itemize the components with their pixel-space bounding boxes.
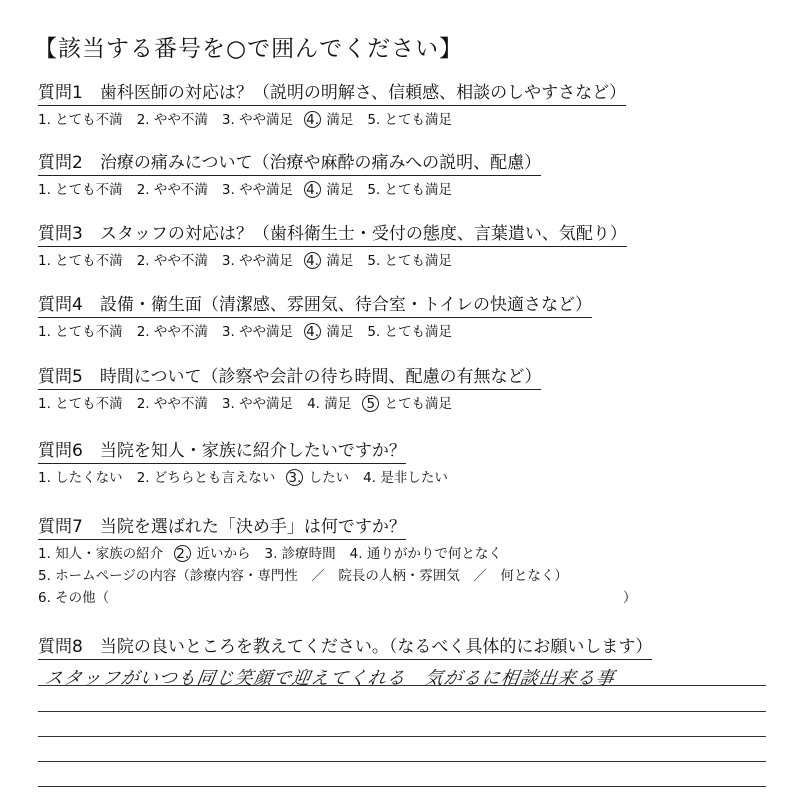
option-label: 満足 <box>324 396 352 412</box>
option-selected[interactable] <box>177 544 250 564</box>
option-number: 3. <box>264 546 278 562</box>
option-label: 満足 <box>326 324 354 340</box>
option-number: 5. <box>367 324 381 340</box>
other-label: 6. その他（ <box>38 590 110 606</box>
answer-line <box>38 711 766 712</box>
option-number: 3. <box>286 469 303 486</box>
option[interactable] <box>38 180 123 200</box>
option[interactable] <box>367 110 452 130</box>
option-selected[interactable] <box>365 394 452 414</box>
option-label: やや満足 <box>239 253 294 269</box>
option-number: 4. <box>304 181 321 198</box>
option-label: したくない <box>55 470 123 486</box>
options-row <box>38 468 688 488</box>
option[interactable] <box>38 544 163 564</box>
option-label: どちらとも言えない <box>153 470 276 486</box>
option-selected[interactable] <box>289 468 349 488</box>
option-label: 満足 <box>326 182 354 198</box>
answer-line <box>38 685 766 686</box>
options-row <box>38 180 688 200</box>
option-selected[interactable] <box>307 251 353 271</box>
option[interactable] <box>264 544 335 564</box>
option[interactable] <box>307 394 351 414</box>
option-label: とても満足 <box>384 324 453 340</box>
option-number: 4. <box>304 252 321 269</box>
option-label: 是非したい <box>380 470 448 486</box>
option-label: やや満足 <box>239 182 294 198</box>
option-selected[interactable] <box>307 110 353 130</box>
question-heading: 質問8 当院の良いところを教えてください。（なるべく具体的にお願いします） <box>38 636 652 660</box>
option-number: 4. <box>363 470 377 486</box>
option[interactable] <box>38 468 123 488</box>
option-number: 2. <box>136 470 150 486</box>
other-row <box>38 588 638 608</box>
option[interactable] <box>38 110 123 130</box>
question-5 <box>38 366 688 414</box>
option-label: とても不満 <box>55 112 123 128</box>
option[interactable] <box>137 251 208 271</box>
option-label: やや満足 <box>239 396 294 412</box>
option-label: とても不満 <box>55 182 123 198</box>
option-label: 満足 <box>326 112 354 128</box>
option-label: とても不満 <box>55 396 123 412</box>
option-number: 2. <box>136 396 150 412</box>
option-label: とても満足 <box>384 182 453 198</box>
option[interactable] <box>367 322 452 342</box>
question-heading: 質問5 時間について（診察や会計の待ち時間、配慮の有無など） <box>38 366 541 390</box>
option-label: 満足 <box>326 253 354 269</box>
option-label: 通りがかりで何となく <box>366 546 502 562</box>
option-number: 1. <box>38 470 51 486</box>
option-number: 3. <box>221 396 235 412</box>
question-heading: 質問6 当院を知人・家族に紹介したいですか？ <box>38 440 406 464</box>
option-label: 診療時間 <box>281 546 336 562</box>
option-label: とても不満 <box>55 324 123 340</box>
option[interactable] <box>137 322 208 342</box>
option[interactable] <box>38 322 123 342</box>
option-number: 2. <box>136 182 150 198</box>
option-label: やや不満 <box>153 253 208 269</box>
option[interactable] <box>350 544 502 564</box>
option-number: 5. <box>367 253 381 269</box>
handwritten-answer: スタッフがいつも同じ笑顔で迎えてくれる 気がるに相談出来る事 <box>43 668 617 689</box>
question-heading: 質問7 当院を選ばれた「決め手」は何ですか？ <box>38 516 406 540</box>
option-label: やや満足 <box>239 324 294 340</box>
option[interactable] <box>222 110 293 130</box>
question-heading: 質問2 治療の痛みについて（治療や麻酔の痛みへの説明、配慮） <box>38 152 541 176</box>
option-label: 知人・家族の紹介 <box>55 546 164 562</box>
options-row <box>38 394 688 414</box>
question-heading: 質問3 スタッフの対応は？（歯科衛生士・受付の態度、言葉遣い、気配り） <box>38 223 627 247</box>
option-number: 4. <box>307 396 320 412</box>
options-row <box>38 322 688 342</box>
question-8 <box>38 636 768 660</box>
options-row <box>38 544 688 564</box>
option-label: やや不満 <box>153 182 208 198</box>
option-number: 2. <box>136 253 150 269</box>
options-row <box>38 110 688 130</box>
question-3 <box>38 223 688 271</box>
option-number: 2. <box>136 112 150 128</box>
question-7 <box>38 516 688 608</box>
option[interactable] <box>367 180 452 200</box>
option-number: 4. <box>349 546 363 562</box>
option-number: 4. <box>304 111 321 128</box>
option-label: とても満足 <box>384 396 453 412</box>
option[interactable] <box>137 394 208 414</box>
answer-line <box>38 736 766 737</box>
option-number: 1. <box>38 396 51 412</box>
option-number: 3. <box>221 253 235 269</box>
option[interactable] <box>137 180 208 200</box>
options-row <box>38 251 688 271</box>
option[interactable] <box>137 468 276 488</box>
option-label: やや不満 <box>153 324 208 340</box>
option[interactable] <box>38 394 123 414</box>
question-4 <box>38 294 688 342</box>
option-number: 3. <box>221 182 235 198</box>
page-title: 【該当する番号を○で囲んでください】 <box>34 36 464 62</box>
option[interactable] <box>222 180 293 200</box>
option-selected[interactable] <box>307 322 353 342</box>
option-number: 3. <box>221 324 235 340</box>
option-label: とても満足 <box>384 253 453 269</box>
answer-line <box>38 761 766 762</box>
option-number: 4. <box>304 323 321 340</box>
option[interactable] <box>363 468 448 488</box>
option-number: 1. <box>38 182 51 198</box>
option[interactable] <box>222 322 293 342</box>
option-number: 1. <box>38 324 51 340</box>
option-number: 1. <box>38 112 51 128</box>
option-label: やや不満 <box>153 112 208 128</box>
question-2 <box>38 152 688 200</box>
question-6 <box>38 440 688 488</box>
question-heading: 質問4 設備・衛生面（清潔感、雰囲気、待合室・トイレの快適さなど） <box>38 294 592 318</box>
option[interactable] <box>222 394 293 414</box>
option-number: 2. <box>136 324 150 340</box>
option[interactable] <box>137 110 208 130</box>
option-label: やや不満 <box>153 396 208 412</box>
answer-line <box>38 786 766 787</box>
options-row: 5. ホームページの内容（診療内容・専門性 ／ 院長の人柄・雰囲気 ／ 何となく） <box>38 568 568 584</box>
option-number: 1. <box>38 546 51 562</box>
option-label: したい <box>308 470 350 486</box>
option-selected[interactable] <box>307 180 353 200</box>
other-close: ） <box>623 590 637 606</box>
option-label: やや満足 <box>239 112 294 128</box>
option-number: 5 <box>362 395 379 412</box>
option-label: とても満足 <box>384 112 453 128</box>
option[interactable] <box>222 251 293 271</box>
option-number: 2. <box>174 545 191 562</box>
option[interactable] <box>38 251 123 271</box>
option-number: 5. <box>367 112 381 128</box>
option-number: 1. <box>38 253 51 269</box>
option-label: とても不満 <box>55 253 123 269</box>
option-number: 3. <box>221 112 235 128</box>
question-heading: 質問1 歯科医師の対応は？（説明の明解さ、信頼感、相談のしやすさなど） <box>38 82 626 106</box>
option-label: 近いから <box>196 546 251 562</box>
option[interactable] <box>367 251 452 271</box>
question-1 <box>38 82 688 130</box>
option-number: 5. <box>367 182 381 198</box>
